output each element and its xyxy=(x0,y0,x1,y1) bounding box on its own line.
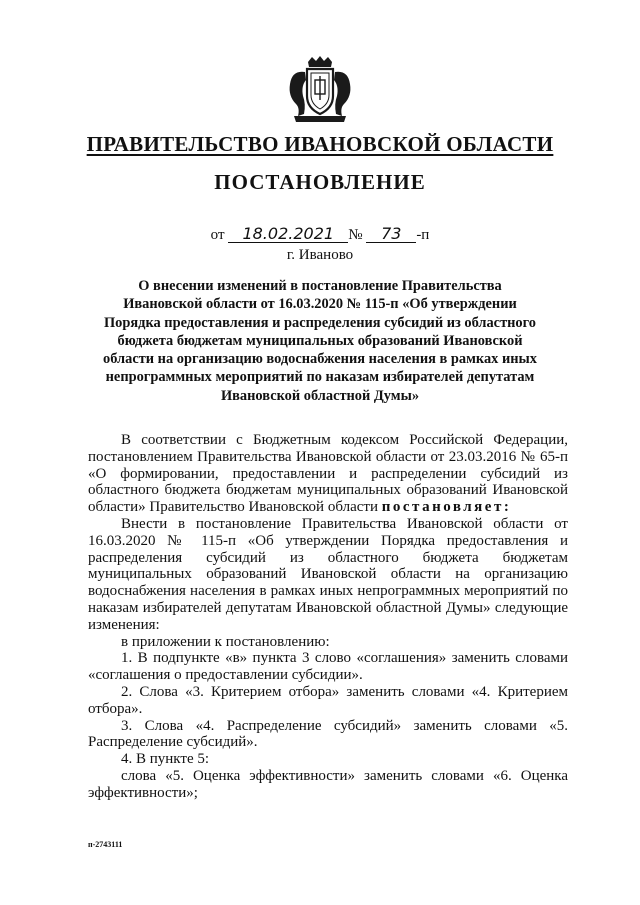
resolves-word: постановляет: xyxy=(381,499,512,516)
body-paragraph: 1. В подпункте «в» пункта 3 слово «соглашения» заменить словами «соглашения о предоставлении субсидии». xyxy=(88,650,568,684)
date-prefix: от xyxy=(210,227,225,243)
coat-of-arms-icon xyxy=(284,56,356,124)
government-title: ПРАВИТЕЛЬСТВО ИВАНОВСКОЙ ОБЛАСТИ xyxy=(86,132,554,156)
footer-code: п-2743111 xyxy=(88,840,123,849)
document-body xyxy=(88,432,568,802)
number-suffix: -п xyxy=(416,227,430,243)
document-number-line xyxy=(0,225,640,244)
document-subject: О внесении изменений в постановление Правительства Ивановской области от 16.03.2020 № 115-п «Об утверждении Порядка предоставления и распределения субсидий из областного бюджета бюджетам муниципальных образований Ивановской области на организацию водоснабжения населения в рамках иных непрограммных мероприятий по наказам избирателей депутатам Ивановской областной Думы» xyxy=(103,278,537,404)
body-paragraph: 2. Слова «3. Критерием отбора» заменить словами «4. Критерием отбора». xyxy=(88,683,568,717)
body-paragraph: слова «5. Оценка эффективности» заменить словами «6. Оценка эффективности»; xyxy=(88,767,568,801)
number-sign: № xyxy=(348,227,363,243)
body-paragraph: Внести в постановление Правительства Ивановской области от 16.03.2020 № 115-п «Об утверждении Порядка предоставления и распределения субсидий из областного бюджета бюджетам муниципальных образований Ивановской области на организацию водоснабжения населения в рамках иных непрограммных мероприятий по наказам избирателей депутатам Ивановской областной Думы» следующие изменения: xyxy=(88,515,568,633)
preamble-paragraph xyxy=(88,432,568,516)
city: г. Иваново xyxy=(286,247,354,263)
body-paragraph: 3. Слова «4. Распределение субсидий» заменить словами «5. Распределение субсидий». xyxy=(88,717,568,751)
body-paragraph: в приложении к постановлению: xyxy=(121,633,330,650)
document-date: 18.02.2021 xyxy=(228,225,348,243)
document-type: ПОСТАНОВЛЕНИЕ xyxy=(214,170,426,194)
body-paragraph: 4. В пункте 5: xyxy=(121,751,210,768)
preamble-text: В соответствии с Бюджетным кодексом Российской Федерации, постановлением Правительства Ивановской области от 23.03.2016 № 65-п «О формировании, предоставлении и распределении субсидий из областного бюджета бюджетам муниципальных образований Ивановской области» Правительство Ивановской области xyxy=(88,432,568,516)
document-number: 73 xyxy=(366,225,416,243)
